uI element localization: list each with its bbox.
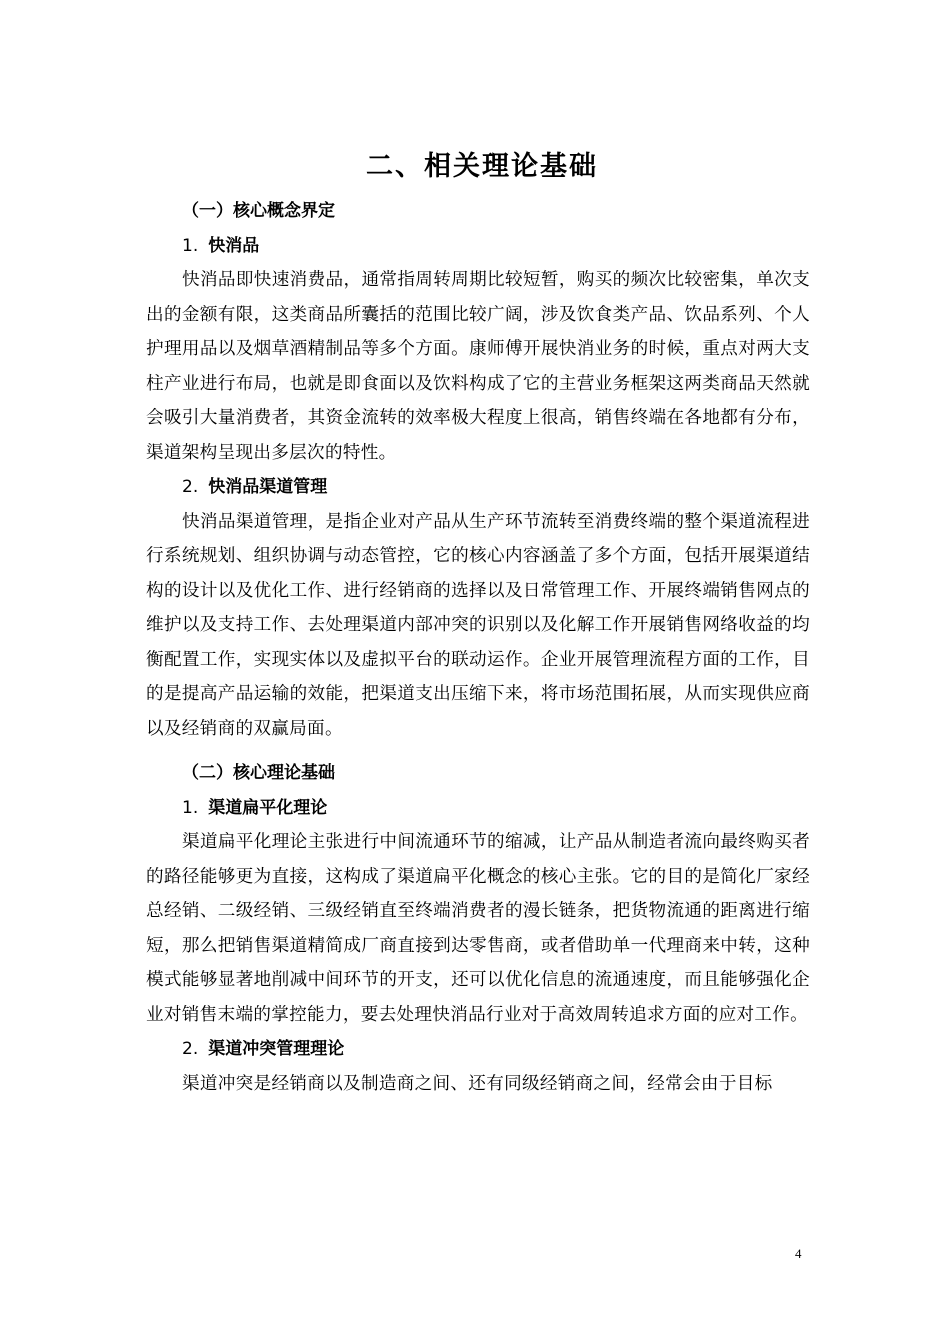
- subsection-heading-1-2: [146, 470, 810, 505]
- subsection-label: 快消品: [208, 235, 260, 256]
- subsection-label: 渠道冲突管理理论: [208, 1039, 345, 1059]
- paragraph-channel-flattening: 渠道扁平化理论主张进行中间流通环节的缩减，让产品从制造者流向最终购买者的路径能够更为直接，这构成了渠道扁平化概念的核心主张。它的目的是简化厂家经总经销、二级经销、三级经销直至终端消费者的漫长链条，把货物流通的距离进行缩短，那么把销售渠道精简成厂商直接到达零售商，或者借助单一代理商来中转，这种模式能够显著地削减中间环节的开支，还可以优化信息的流通速度，而且能够强化企业对销售末端的掌控能力，要去处理快消品行业对于高效周转追求方面的应对工作。: [146, 832, 810, 1025]
- subsection-heading-2-2: [146, 1032, 810, 1067]
- chapter-title: 二、相关理论基础: [366, 151, 598, 182]
- page-content: [146, 140, 810, 1101]
- subsection-number: 1.: [182, 797, 199, 818]
- paragraph-channel-management: 快消品渠道管理，是指企业对产品从生产环节流转至消费终端的整个渠道流程进行系统规划、组织协调与动态管控，它的核心内容涵盖了多个方面，包括开展渠道结构的设计以及优化工作、进行经销商的选择以及日常管理工作、开展终端销售网点的维护以及支持工作、去处理渠道内部冲突的识别以及化解工作开展销售网络收益的均衡配置工作，实现实体以及虚拟平台的联动运作。企业开展管理流程方面的工作，目的是提高产品运输的效能，把渠道支出压缩下来，将市场范围拓展，从而实现供应商以及经销商的双赢局面。: [146, 511, 810, 739]
- subsection-label: 渠道扁平化理论: [208, 797, 328, 818]
- section-heading-1: （一）核心概念界定: [182, 201, 335, 221]
- subsection-heading-1-1: [146, 229, 810, 264]
- section-heading-2: （二）核心理论基础: [182, 763, 335, 783]
- page-number: 4: [795, 1246, 802, 1261]
- paragraph-fmcg-definition: 快消品即快速消费品，通常指周转周期比较短暂，购买的频次比较密集，单次支出的金额有限，这类商品所囊括的范围比较广阔，涉及饮食类产品、饮品系列、个人护理用品以及烟草酒精制品等多个方面。康师傅开展快消业务的时候，重点对两大支柱产业进行布局，也就是即食面以及饮料构成了它的主营业务框架这两类商品天然就会吸引大量消费者，其资金流转的效率极大程度上很高，销售终端在各地都有分布，渠道架构呈现出多层次的特性。: [146, 270, 810, 463]
- subsection-number: 2.: [182, 477, 199, 497]
- paragraph-channel-conflict: 渠道冲突是经销商以及制造商之间、还有同级经销商之间，经常会由于目标: [182, 1073, 773, 1094]
- subsection-label: 快消品渠道管理: [208, 477, 328, 497]
- subsection-number: 2.: [182, 1039, 199, 1059]
- subsection-number: 1.: [182, 235, 199, 256]
- subsection-heading-2-1: [146, 791, 810, 826]
